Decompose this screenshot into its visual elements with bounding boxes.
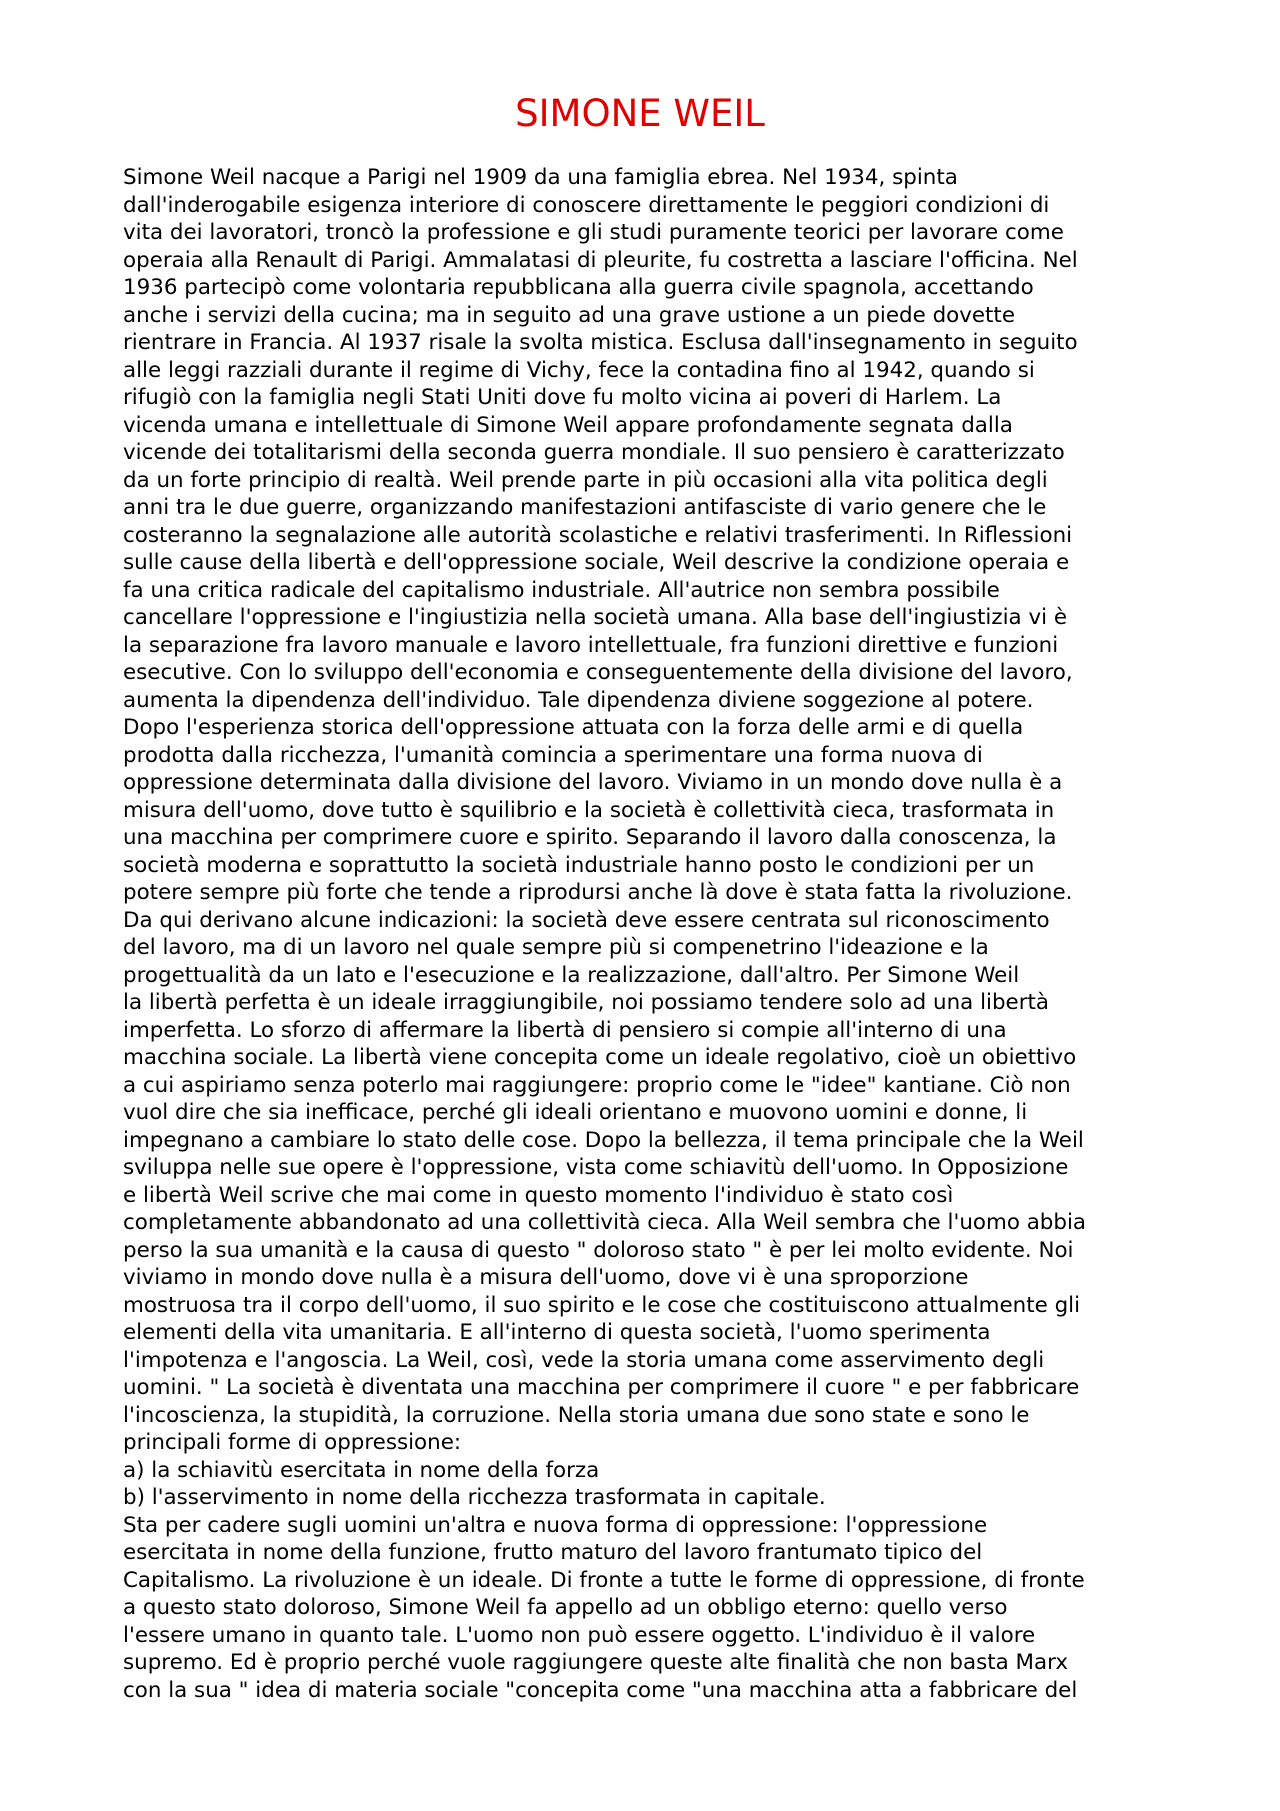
text-line: imperfetta. Lo sforzo di affermare la libertà di pensiero si compie all'interno di una: [123, 1017, 1007, 1043]
document-title: SIMONE WEIL: [515, 92, 765, 135]
text-line: b) l'asservimento in nome della ricchezza trasformata in capitale.: [123, 1485, 826, 1510]
text-line: mostruosa tra il corpo dell'uomo, il suo spirito e le cose che costituiscono attualmente gli: [123, 1292, 1081, 1318]
text-line: alle leggi razziali durante il regime di Vichy, fece la contadina fino al 1942, quando si: [123, 357, 1035, 383]
text-line: principali forme di oppressione:: [123, 1430, 462, 1455]
text-line: aumenta la dipendenza dell'individuo. Tale dipendenza diviene soggezione al potere.: [123, 687, 1034, 713]
text-line: Sta per cadere sugli uomini un'altra e nuova forma di oppressione: l'oppressione: [123, 1512, 988, 1538]
text-line: l'essere umano in quanto tale. L'uomo non può essere oggetto. L'individuo è il valore: [123, 1622, 1036, 1648]
text-line: misura dell'uomo, dove tutto è squilibrio e la società è collettività cieca, trasformata in: [123, 797, 1055, 823]
text-line: 1936 partecipò come volontaria repubblicana alla guerra civile spagnola, accettando: [123, 275, 1034, 300]
text-line: perso la sua umanità e la causa di questo " doloroso stato " è per lei molto evidente. Noi: [123, 1237, 1074, 1263]
text-line: progettualità da un lato e l'esecuzione e la realizzazione, dall'altro. Per Simone Weil: [123, 962, 1020, 988]
text-line: supremo. Ed è proprio perché vuole raggiungere queste alte finalità che non basta Marx: [123, 1650, 1068, 1675]
text-line: a cui aspiriamo senza poterlo mai raggiungere: proprio come le "idee" kantiane. Ciò non: [123, 1072, 1071, 1098]
text-line: società moderna e soprattutto la società industriale hanno posto le condizioni per un: [123, 852, 1035, 878]
text-line: del lavoro, ma di un lavoro nel quale sempre più si compenetrino l'ideazione e la: [123, 935, 989, 960]
text-line: Dopo l'esperienza storica dell'oppressione attuata con la forza delle armi e di quella: [123, 715, 1024, 740]
text-line: sulle cause della libertà e dell'oppressione sociale, Weil descrive la condizione operaia e: [123, 550, 1070, 575]
text-line: e libertà Weil scrive che mai come in questo momento l'individuo è stato così: [123, 1182, 954, 1208]
text-line: esecutive. Con lo sviluppo dell'economia e conseguentemente della divisione del lavoro,: [123, 660, 1073, 685]
text-line: oppressione determinata dalla divisione del lavoro. Viviamo in un mondo dove nulla è a: [123, 770, 1063, 795]
text-line: l'impotenza e l'angoscia. La Weil, così, vede la storia umana come asservimento degli: [123, 1347, 1045, 1373]
text-line: potere sempre più forte che tende a riprodursi anche là dove è stata fatta la rivoluzione.: [123, 880, 1073, 905]
text-line: uomini. " La società è diventata una macchina per comprimere il cuore " e per fabbricare: [123, 1375, 1080, 1400]
text-line: rifugiò con la famiglia negli Stati Uniti dove fu molto vicina ai poveri di Harlem. La: [123, 385, 1002, 410]
text-line: operaia alla Renault di Parigi. Ammalatasi di pleurite, fu costretta a lasciare l'officina. Nel: [123, 247, 1078, 273]
text-line: elementi della vita umanitaria. E all'interno di questa società, l'uomo sperimenta: [123, 1320, 991, 1345]
text-line: esercitata in nome della funzione, frutto maturo del lavoro frantumato tipico del: [123, 1540, 983, 1565]
text-line: fa una critica radicale del capitalismo industriale. All'autrice non sembra possibile: [123, 577, 1000, 603]
text-line: a) la schiavitù esercitata in nome della forza: [123, 1457, 600, 1483]
text-line: vicenda umana e intellettuale di Simone Weil appare profondamente segnata dalla: [123, 412, 1013, 438]
text-line: dall'inderogabile esigenza interiore di conoscere direttamente le peggiori condizioni di: [123, 192, 1050, 218]
text-line: viviamo in mondo dove nulla è a misura dell'uomo, dove vi è una sproporzione: [123, 1265, 969, 1290]
text-line: Capitalismo. La rivoluzione è un ideale. Di fronte a tutte le forme di oppressione, di fronte: [123, 1567, 1085, 1593]
text-line: macchina sociale. La libertà viene concepita come un ideale regolativo, cioè un obiettivo: [123, 1045, 1077, 1070]
text-line: la libertà perfetta è un ideale irraggiungibile, noi possiamo tendere solo ad una libertà: [123, 990, 1049, 1015]
text-line: una macchina per comprimere cuore e spirito. Separando il lavoro dalla conoscenza, la: [123, 825, 1057, 850]
text-line: anche i servizi della cucina; ma in seguito ad una grave ustione a un piede dovette: [123, 302, 1015, 328]
text-line: anni tra le due guerre, organizzando manifestazioni antifasciste di vario genere che le: [123, 495, 1047, 520]
text-line: la separazione fra lavoro manuale e lavoro intellettuale, fra funzioni direttive e funzioni: [123, 632, 1059, 658]
text-line: vuol dire che sia inefficace, perché gli ideali orientano e muovono uomini e donne, li: [123, 1100, 1028, 1125]
text-line: vita dei lavoratori, troncò la professione e gli studi puramente teorici per lavorare come: [123, 220, 1064, 245]
text-line: prodotta dalla ricchezza, l'umanità comincia a sperimentare una forma nuova di: [123, 742, 983, 768]
text-line: cancellare l'oppressione e l'ingiustizia nella società umana. Alla base dell'ingiustizia vi è: [123, 605, 1068, 630]
text-line: completamente abbandonato ad una collettività cieca. Alla Weil sembra che l'uomo abbia: [123, 1210, 1087, 1235]
document-body: [123, 164, 1203, 1704]
text-line: l'incoscienza, la stupidità, la corruzione. Nella storia umana due sono state e sono le: [123, 1402, 1030, 1428]
text-line: Da qui derivano alcune indicazioni: la società deve essere centrata sul riconoscimento: [123, 907, 1050, 933]
text-line: da un forte principio di realtà. Weil prende parte in più occasioni alla vita politica degli: [123, 467, 1048, 493]
text-line: Simone Weil nacque a Parigi nel 1909 da una famiglia ebrea. Nel 1934, spinta: [123, 165, 958, 190]
text-line: sviluppa nelle sue opere è l'oppressione, vista come schiavitù dell'uomo. In Opposizione: [123, 1155, 1069, 1180]
text-line: impegnano a cambiare lo stato delle cose. Dopo la bellezza, il tema principale che la Weil: [123, 1127, 1084, 1153]
text-line: a questo stato doloroso, Simone Weil fa appello ad un obbligo eterno: quello verso: [123, 1595, 1008, 1620]
text-line: costeranno la segnalazione alle autorità scolastiche e relativi trasferimenti. In Riflessioni: [123, 522, 1073, 548]
text-line: vicende dei totalitarismi della seconda guerra mondiale. Il suo pensiero è caratterizzato: [123, 440, 1065, 465]
text-line: rientrare in Francia. Al 1937 risale la svolta mistica. Esclusa dall'insegnamento in seguito: [123, 330, 1078, 355]
text-line: con la sua " idea di materia sociale "concepita come "una macchina atta a fabbricare del: [123, 1677, 1078, 1703]
